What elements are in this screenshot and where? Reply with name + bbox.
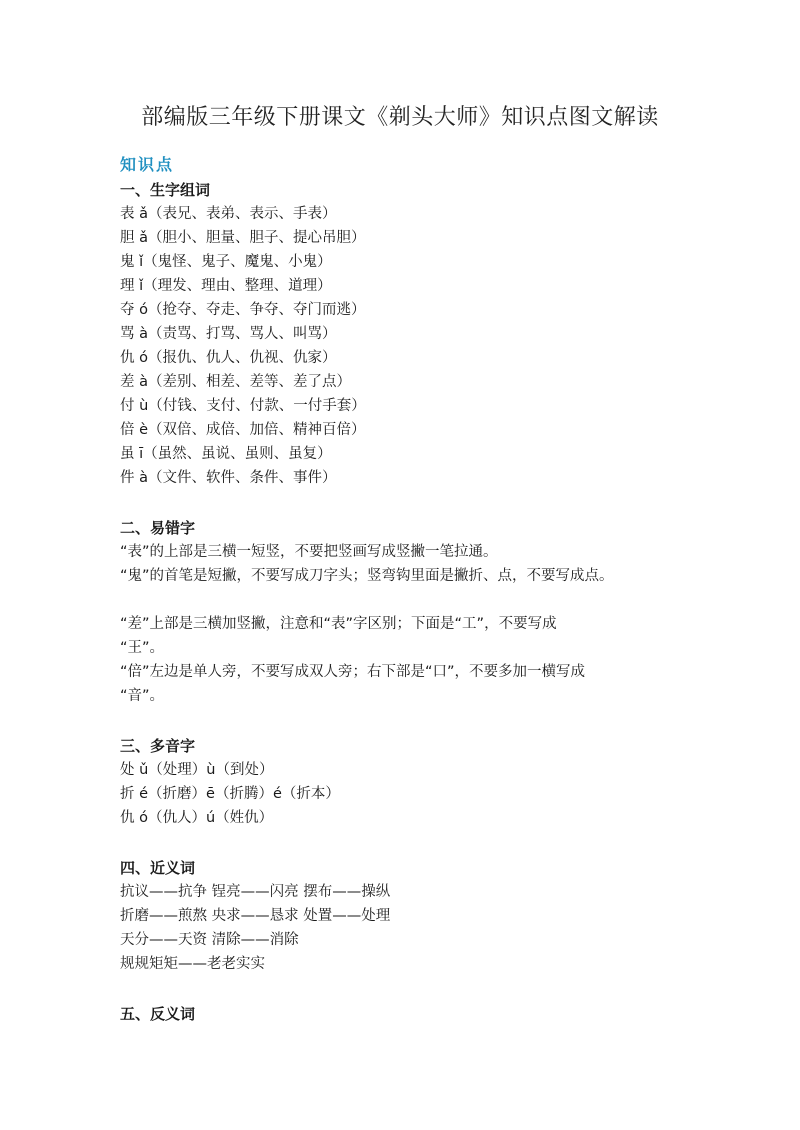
character-line: 表 ǎ（表兄、表弟、表示、手表） [120, 206, 337, 222]
character-line: 骂 à（责骂、打骂、骂人、叫骂） [120, 326, 337, 342]
error-note-line: “音”。 [120, 688, 165, 704]
character-line: 付 ù（付钱、支付、付款、一付手套） [120, 398, 366, 414]
character-line: 虽 ī（虽然、虽说、虽则、虽复） [120, 446, 332, 462]
section-heading-error-prone: 二、易错字 [120, 519, 196, 537]
section-heading-characters: 一、生字组词 [120, 181, 211, 199]
character-line: 夺 ó（抢夺、夺走、争夺、夺门而逃） [120, 302, 366, 318]
section-label: 知识点 [120, 155, 175, 174]
section-heading-polyphones: 三、多音字 [120, 737, 196, 755]
character-line: 仇 ó（报仇、仇人、仇视、仇家） [120, 350, 337, 366]
character-line: 理 ǐ（理发、理由、整理、道理） [120, 278, 332, 294]
polyphone-line: 处 ǔ（处理）ù（到处） [120, 762, 274, 778]
section-heading-synonyms: 四、近义词 [120, 859, 196, 877]
synonym-line: 折磨——煎熬 央求——恳求 处置——处理 [120, 908, 391, 924]
spacer [120, 708, 720, 734]
polyphone-line: 仇 ó（仇人）ú（姓仇） [120, 810, 274, 826]
section-heading-antonyms: 五、反义词 [120, 1005, 196, 1023]
spacer [120, 490, 720, 516]
character-line: 鬼 ǐ（鬼怪、鬼子、魔鬼、小鬼） [120, 254, 332, 270]
spacer [120, 588, 720, 612]
polyphone-line: 折 é（折磨）ē（折腾）é（折本） [120, 786, 340, 802]
character-line: 差 à（差别、相差、差等、差了点） [120, 374, 351, 390]
synonym-line: 规规矩矩——老老实实 [120, 956, 265, 972]
error-note-line: “王”。 [120, 640, 165, 656]
synonym-line: 天分——天资 清除——消除 [120, 932, 299, 948]
document-body [120, 152, 720, 1026]
page-title: 部编版三年级下册课文《剃头大师》知识点图文解读 [141, 105, 659, 130]
spacer [120, 976, 720, 1002]
error-note-line: “表”的上部是三横一短竖，不要把竖画写成竖撇一笔拉通。 [120, 544, 498, 560]
error-note-line: “鬼”的首笔是短撇，不要写成刀字头；竖弯钩里面是撇折、点，不要写成点。 [120, 568, 614, 584]
character-line: 胆 ǎ（胆小、胆量、胆子、提心吊胆） [120, 230, 366, 246]
error-note-line: “差”上部是三横加竖撇，注意和“表”字区别；下面是“工”，不要写成 [120, 616, 557, 632]
error-note-line: “倍”左边是单人旁，不要写成双人旁；右下部是“口”，不要多加一横写成 [120, 664, 586, 680]
synonym-line: 抗议——抗争 锃亮——闪亮 摆布——操纵 [120, 884, 391, 900]
spacer [120, 830, 720, 856]
character-line: 件 à（文件、软件、条件、事件） [120, 470, 337, 486]
character-line: 倍 è（双倍、成倍、加倍、精神百倍） [120, 422, 366, 438]
